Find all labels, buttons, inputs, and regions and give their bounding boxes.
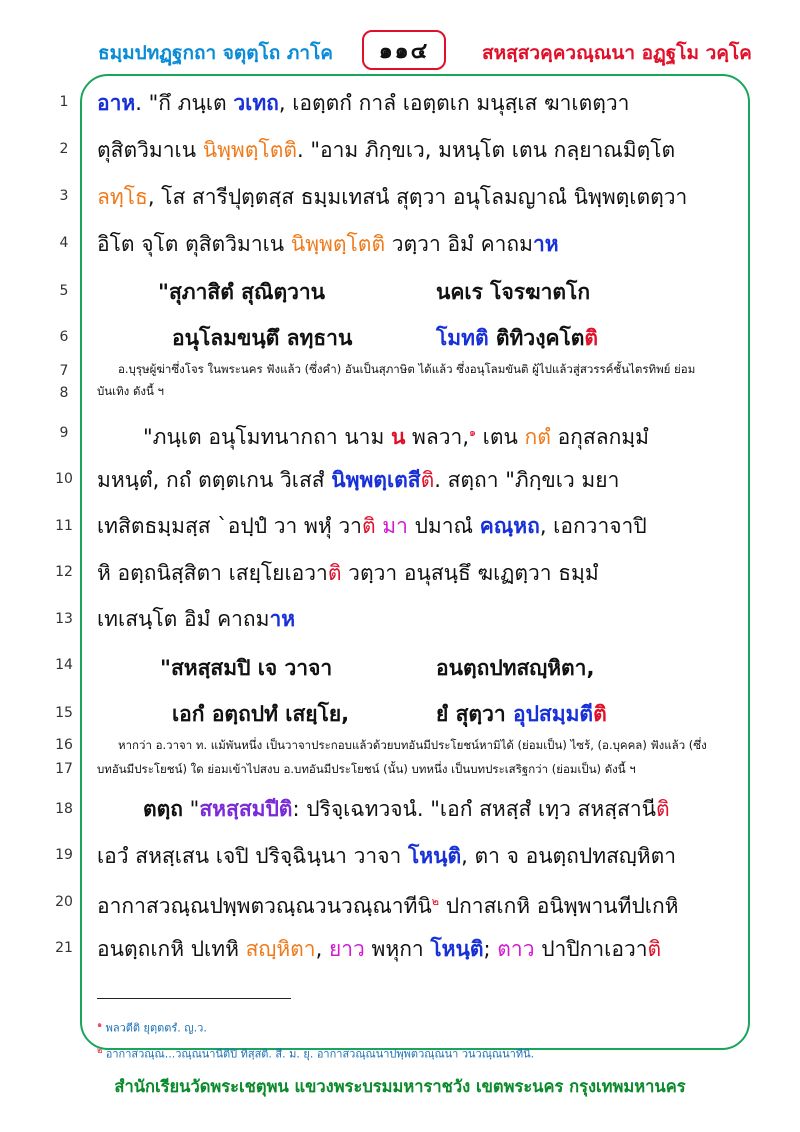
line-number: 1 bbox=[59, 94, 69, 110]
verse-line-14b: อนตฺถปทสญฺหิตา, bbox=[436, 656, 595, 680]
footnote-mark: ๒ bbox=[97, 1046, 103, 1055]
line-number: 14 bbox=[55, 657, 73, 673]
text-run: อิโต จุโต ตุสิตวิมาเน bbox=[97, 232, 291, 256]
text-line-11 bbox=[97, 512, 725, 540]
keyword: ติ bbox=[584, 326, 599, 350]
footnote-mark: ๑ bbox=[97, 1020, 103, 1029]
line-number: 4 bbox=[59, 235, 69, 251]
text-line-10 bbox=[97, 466, 725, 494]
keyword: ติ bbox=[420, 468, 435, 492]
keyword: ยาว bbox=[328, 937, 365, 961]
keyword: สหสฺสมปีติ bbox=[199, 797, 293, 821]
line-number: 3 bbox=[59, 188, 69, 204]
keyword: วเทถ bbox=[233, 91, 279, 115]
text-run: วตฺวา อิมํ คาถม bbox=[385, 232, 533, 256]
text-run: พลวา, bbox=[405, 425, 470, 449]
page-number: ๑๑๔ bbox=[362, 30, 446, 70]
text-run: อากาสวณฺณปพฺพตวณฺณวนวณฺณาทีนิ bbox=[97, 894, 432, 918]
line-number: 17 bbox=[55, 761, 73, 777]
footnote-ref[interactable]: ๑ bbox=[469, 426, 476, 439]
text-line-21 bbox=[97, 935, 725, 963]
text-line-19 bbox=[97, 842, 725, 870]
line-number: 19 bbox=[55, 847, 73, 863]
running-header-right: สหสฺสวคฺควณฺณนา อฏฺฐโม วคฺโค bbox=[482, 42, 752, 64]
line-number: 12 bbox=[55, 564, 73, 580]
line-number: 13 bbox=[55, 611, 73, 627]
keyword: สญฺหิตา bbox=[245, 937, 316, 961]
line-number: 20 bbox=[55, 894, 73, 910]
keyword: อุปสมฺมตี bbox=[512, 702, 594, 726]
verse-line-5a: "สุภาสิตํ สุณิตฺวาน bbox=[158, 280, 326, 304]
keyword: ลทฺโธ bbox=[97, 185, 148, 209]
text-line-20 bbox=[97, 888, 725, 920]
line-number: 7 bbox=[59, 363, 69, 379]
text-run: อกุสลกมฺมํ bbox=[550, 425, 649, 449]
keyword: นิพฺพตฺโตติ bbox=[202, 138, 297, 162]
line-number: 10 bbox=[55, 471, 73, 487]
text-run: เตน bbox=[476, 425, 525, 449]
keyword: ติ bbox=[361, 514, 376, 538]
text-line-12 bbox=[97, 559, 725, 587]
footnote-divider bbox=[97, 998, 291, 999]
footnote-text: พลวตีติ ยุตฺตตรํ. ญ.ว. bbox=[102, 1021, 207, 1035]
keyword: นิพฺพตฺเตสี bbox=[331, 468, 421, 492]
text-run: ปาปิกาเอวา bbox=[534, 937, 648, 961]
keyword: ติ bbox=[647, 937, 662, 961]
text-run: . "กึ ภนฺเต bbox=[135, 91, 234, 115]
footnote-text: อากาสวณฺณ...วณฺณนานีติปิ ทิสฺสติ. สี. ม. ยุ. อากาสวณฺณนาปพฺพตวณฺณนา วนวณฺณนาทีนิ. bbox=[102, 1047, 535, 1061]
verse-line-15a: เอกํ อตฺถปทํ เสยฺโย, bbox=[172, 702, 350, 726]
text-run: , bbox=[315, 937, 329, 961]
text-run: หิ อตฺถนิสฺสิตา เสยฺโยเอวา bbox=[97, 561, 328, 585]
keyword: มา bbox=[375, 514, 408, 538]
keyword: โหนฺติ bbox=[430, 937, 484, 961]
keyword: กตํ bbox=[524, 425, 551, 449]
text-run: "ภนฺเต อนุโมทนากถา นาม bbox=[143, 425, 391, 449]
text-line-2 bbox=[97, 136, 725, 164]
text-line-9 bbox=[97, 419, 725, 451]
keyword: คณฺหถ bbox=[479, 514, 540, 538]
keyword: าห bbox=[532, 232, 559, 256]
line-number: 11 bbox=[55, 518, 73, 534]
text-run: เอวํ สหสฺเสน เจปิ ปริจฺฉินฺนา วาจา bbox=[97, 844, 409, 868]
footnote-2 bbox=[97, 1044, 534, 1063]
line-number: 5 bbox=[59, 283, 69, 299]
text-run: , ตา จ อนตฺถปทสญฺหิตา bbox=[461, 844, 677, 868]
text-run: . สตฺถา "ภิกฺขเว มยา bbox=[434, 468, 620, 492]
translation-note-8: บันเทิง ดังนี้ ฯ bbox=[97, 384, 165, 398]
keyword: ติ bbox=[327, 561, 342, 585]
line-number: 2 bbox=[59, 141, 69, 157]
text-run: : ปริจฺเฉทวจนํ. "เอกํ สหสฺสํ เทฺว สหสฺสานี bbox=[292, 797, 656, 821]
text-run: , เอตฺตกํ กาลํ เอตฺตเก มนุสฺเส ฆาเตตฺวา bbox=[278, 91, 630, 115]
text-run: ยํ สุตฺวา bbox=[436, 702, 513, 726]
line-number: 9 bbox=[59, 425, 69, 441]
text-run: ปกาสเกหิ อนิพฺพานทีปเกหิ bbox=[439, 894, 679, 918]
page-footer: สำนักเรียนวัดพระเชตุพน แขวงพระบรมมหาราชวัง เขตพระนคร กรุงเทพมหานคร bbox=[114, 1077, 686, 1096]
line-number: 6 bbox=[59, 329, 69, 345]
text-line-18 bbox=[97, 795, 725, 823]
keyword: โมทติ bbox=[436, 326, 489, 350]
text-run: เทเสนฺโต อิมํ คาถม bbox=[97, 607, 270, 631]
text-run: ; bbox=[483, 937, 498, 961]
line-number: 8 bbox=[59, 385, 69, 401]
running-header-left: ธมฺมปทฏฺฐกถา จตุตฺโถ ภาโค bbox=[98, 42, 334, 64]
text-line-4 bbox=[97, 230, 725, 258]
text-run: ปมาณํ bbox=[407, 514, 480, 538]
translation-note-7: อ.บุรุษผู้ฆ่าซึ่งโจร ในพระนคร ฟังแล้ว (ซึ่งคำ) อันเป็นสุภาษิต ได้แล้ว ซึ่งอนุโลมขันติ ผู้ไปแล้วสู่สวรรค์ชั้นไตรทิพย์ ย่อม bbox=[118, 362, 696, 376]
keyword: โหนฺติ bbox=[408, 844, 462, 868]
line-number: 16 bbox=[55, 737, 73, 753]
verse-line-6a: อนุโลมขนฺตึ ลทฺธาน bbox=[172, 326, 353, 350]
text-run: เทสิตธมฺมสฺส `อปฺปํ วา พหุํ วา bbox=[97, 514, 362, 538]
text-run: ติทิวงฺคโต bbox=[488, 326, 585, 350]
text-line-3 bbox=[97, 183, 725, 211]
keyword: นิพฺพตฺโตติ bbox=[290, 232, 386, 256]
footnote-ref[interactable]: ๒ bbox=[431, 895, 440, 908]
verse-line-14a: "สหสฺสมปิ เจ วาจา bbox=[160, 656, 333, 680]
text-line-1 bbox=[97, 89, 725, 117]
line-number: 15 bbox=[55, 705, 73, 721]
text-run: , โส สารีปุตฺตสฺส ธมฺมเทสนํ สุตฺวา อนุโลมญาณํ นิพฺพตฺเตตฺวา bbox=[147, 185, 688, 209]
verse-line-15b bbox=[436, 698, 607, 731]
keyword: าห bbox=[269, 607, 296, 631]
text-run: , เอกวาจาปิ bbox=[539, 514, 647, 538]
text-run: มหนฺตํ, กถํ ตตฺตเกน วิเสสํ bbox=[97, 468, 332, 492]
keyword: ติ bbox=[656, 797, 670, 821]
verse-line-6b bbox=[436, 322, 598, 355]
footnote-1 bbox=[97, 1018, 207, 1037]
text-run: . "อาม ภิกฺขเว, มหนฺโต เตน กลฺยาณมิตฺโต bbox=[296, 138, 676, 162]
keyword: น bbox=[391, 425, 406, 449]
text-run: พหุกา bbox=[364, 937, 431, 961]
text-run: อนตฺถเกหิ ปเทหิ bbox=[97, 937, 246, 961]
translation-note-17: บทอันมีประโยชน์) ใด ย่อมเข้าไปสงบ อ.บทอันมีประโยชน์ (นั้น) บทหนึ่ง เป็นบทประเสริฐกว่า (ย่อมเป็น) ดังนี้ ฯ bbox=[97, 762, 636, 776]
text-run: " bbox=[183, 797, 200, 821]
keyword: ตาว bbox=[497, 937, 535, 961]
text-run: ตุสิตวิมาเน bbox=[97, 138, 203, 162]
translation-note-16: หากว่า อ.วาจา ท. แม้พันหนึ่ง เป็นวาจาประกอบแล้วด้วยบทอันมีประโยชน์หามิได้ (ย่อมเป็น) ไซร้, (อ.บุคคล) ฟังแล้ว (ซึ่ง bbox=[118, 738, 707, 752]
keyword: ติ bbox=[593, 702, 607, 726]
keyword: อาห bbox=[97, 91, 136, 115]
text-line-13 bbox=[97, 605, 725, 633]
keyword: ตตฺถ bbox=[143, 797, 183, 821]
text-run: วตฺวา อนุสนฺธึ ฆเฏตฺวา ธมฺมํ bbox=[341, 561, 599, 585]
verse-line-5b: นคเร โจรฆาตโก bbox=[436, 280, 591, 304]
line-number: 21 bbox=[55, 940, 73, 956]
line-number: 18 bbox=[55, 801, 73, 817]
